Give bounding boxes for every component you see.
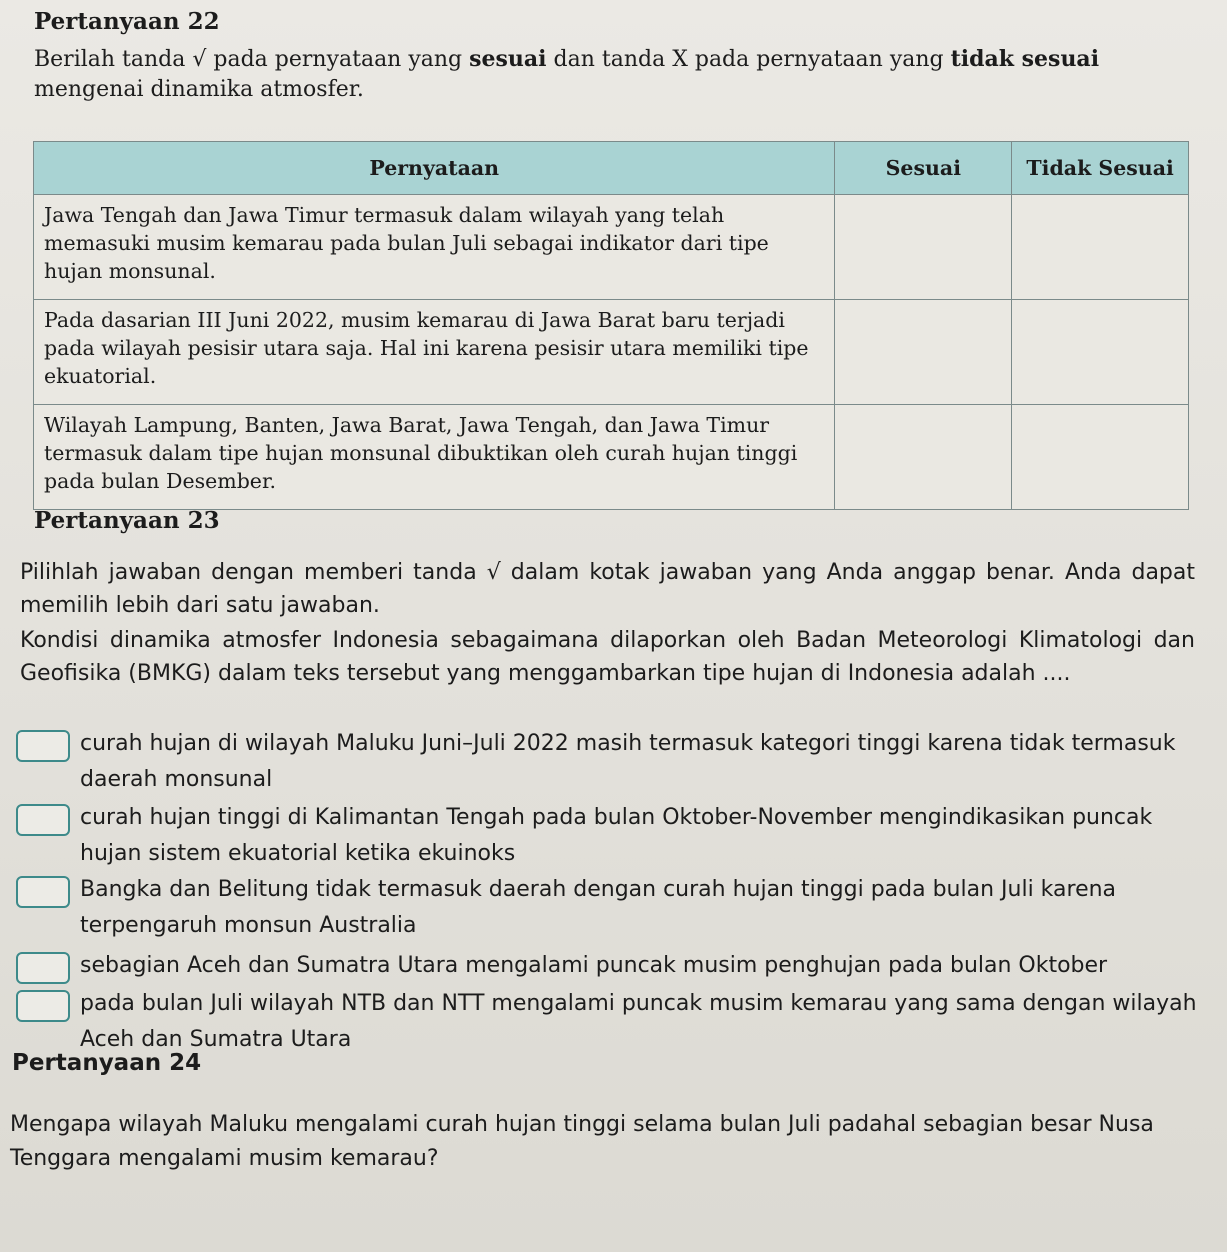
statement-cell: Wilayah Lampung, Banten, Jawa Barat, Jawa Tengah, dan Jawa Timur termasuk dalam tipe hujan monsunal dibuktikan oleh curah hujan tinggi pada bulan Desember.	[34, 405, 835, 510]
option-text: curah hujan di wilayah Maluku Juni–Juli 2022 masih termasuk kategori tinggi karena tidak termasuk daerah monsunal	[80, 731, 1176, 792]
instruction-text: Berilah tanda √ pada pernyataan yang	[34, 47, 470, 72]
question-23-body	[20, 556, 1195, 690]
question-22-title: Pertanyaan 22	[34, 8, 220, 35]
instruction-text: dan tanda X pada pernyataan yang	[546, 47, 951, 72]
statement-cell: Pada dasarian III Juni 2022, musim kemarau di Jawa Barat baru terjadi pada wilayah pesisir utara saja. Hal ini karena pesisir utara memiliki tipe ekuatorial.	[34, 300, 835, 405]
option-text: pada bulan Juli wilayah NTB dan NTT mengalami puncak musim kemarau yang sama dengan wilayah Aceh dan Sumatra Utara	[80, 991, 1197, 1052]
header-tidak-sesuai: Tidak Sesuai	[1012, 142, 1189, 195]
header-sesuai: Sesuai	[835, 142, 1012, 195]
option-item	[16, 726, 1206, 798]
question-24-question: Mengapa wilayah Maluku mengalami curah hujan tinggi selama bulan Juli padahal sebagian besar Nusa Tenggara mengalami musim kemarau?	[10, 1112, 1154, 1171]
option-checkbox[interactable]	[16, 990, 70, 1022]
option-checkbox[interactable]	[16, 952, 70, 984]
tidak-sesuai-answer-cell[interactable]	[1012, 195, 1189, 300]
question-23-title: Pertanyaan 23	[34, 507, 220, 534]
option-checkbox[interactable]	[16, 804, 70, 836]
instruction-bold-tidak-sesuai: tidak sesuai	[950, 46, 1100, 72]
option-checkbox[interactable]	[16, 730, 70, 762]
option-item	[16, 872, 1206, 944]
option-item	[16, 986, 1206, 1058]
sesuai-answer-cell[interactable]	[835, 405, 1012, 510]
option-text: curah hujan tinggi di Kalimantan Tengah pada bulan Oktober-November mengindikasikan puncak hujan sistem ekuatorial ketika ekuinoks	[80, 805, 1153, 866]
question-24-title: Pertanyaan 24	[12, 1050, 202, 1076]
sesuai-answer-cell[interactable]	[835, 195, 1012, 300]
tidak-sesuai-answer-cell[interactable]	[1012, 300, 1189, 405]
table-row	[34, 405, 1189, 510]
statement-cell: Jawa Tengah dan Jawa Timur termasuk dalam wilayah yang telah memasuki musim kemarau pada bulan Juli sebagai indikator dari tipe hujan monsunal.	[34, 195, 835, 300]
instruction-text: mengenai dinamika atmosfer.	[34, 77, 364, 102]
statement-table	[33, 141, 1189, 510]
header-pernyataan: Pernyataan	[34, 142, 835, 195]
tidak-sesuai-answer-cell[interactable]	[1012, 405, 1189, 510]
question-22-instruction	[34, 44, 1204, 105]
instruction-bold-sesuai: sesuai	[469, 46, 547, 72]
option-checkbox[interactable]	[16, 876, 70, 908]
question-23-question: Kondisi dinamika atmosfer Indonesia sebagaimana dilaporkan oleh Badan Meteorologi Klimatologi dan Geofisika (BMKG) dalam teks tersebut yang menggambarkan tipe hujan di Indonesia adalah ....	[20, 628, 1195, 686]
option-text: Bangka dan Belitung tidak termasuk daerah dengan curah hujan tinggi pada bulan Juli karena terpengaruh monsun Australia	[80, 877, 1117, 938]
question-23-instruction: Pilihlah jawaban dengan memberi tanda √ dalam kotak jawaban yang Anda anggap benar. Anda dapat memilih lebih dari satu jawaban.	[20, 560, 1195, 618]
option-item	[16, 800, 1206, 872]
table-row	[34, 300, 1189, 405]
option-text: sebagian Aceh dan Sumatra Utara mengalami puncak musim penghujan pada bulan Oktober	[80, 953, 1108, 978]
table-row	[34, 195, 1189, 300]
option-item	[16, 948, 1206, 984]
sesuai-answer-cell[interactable]	[835, 300, 1012, 405]
